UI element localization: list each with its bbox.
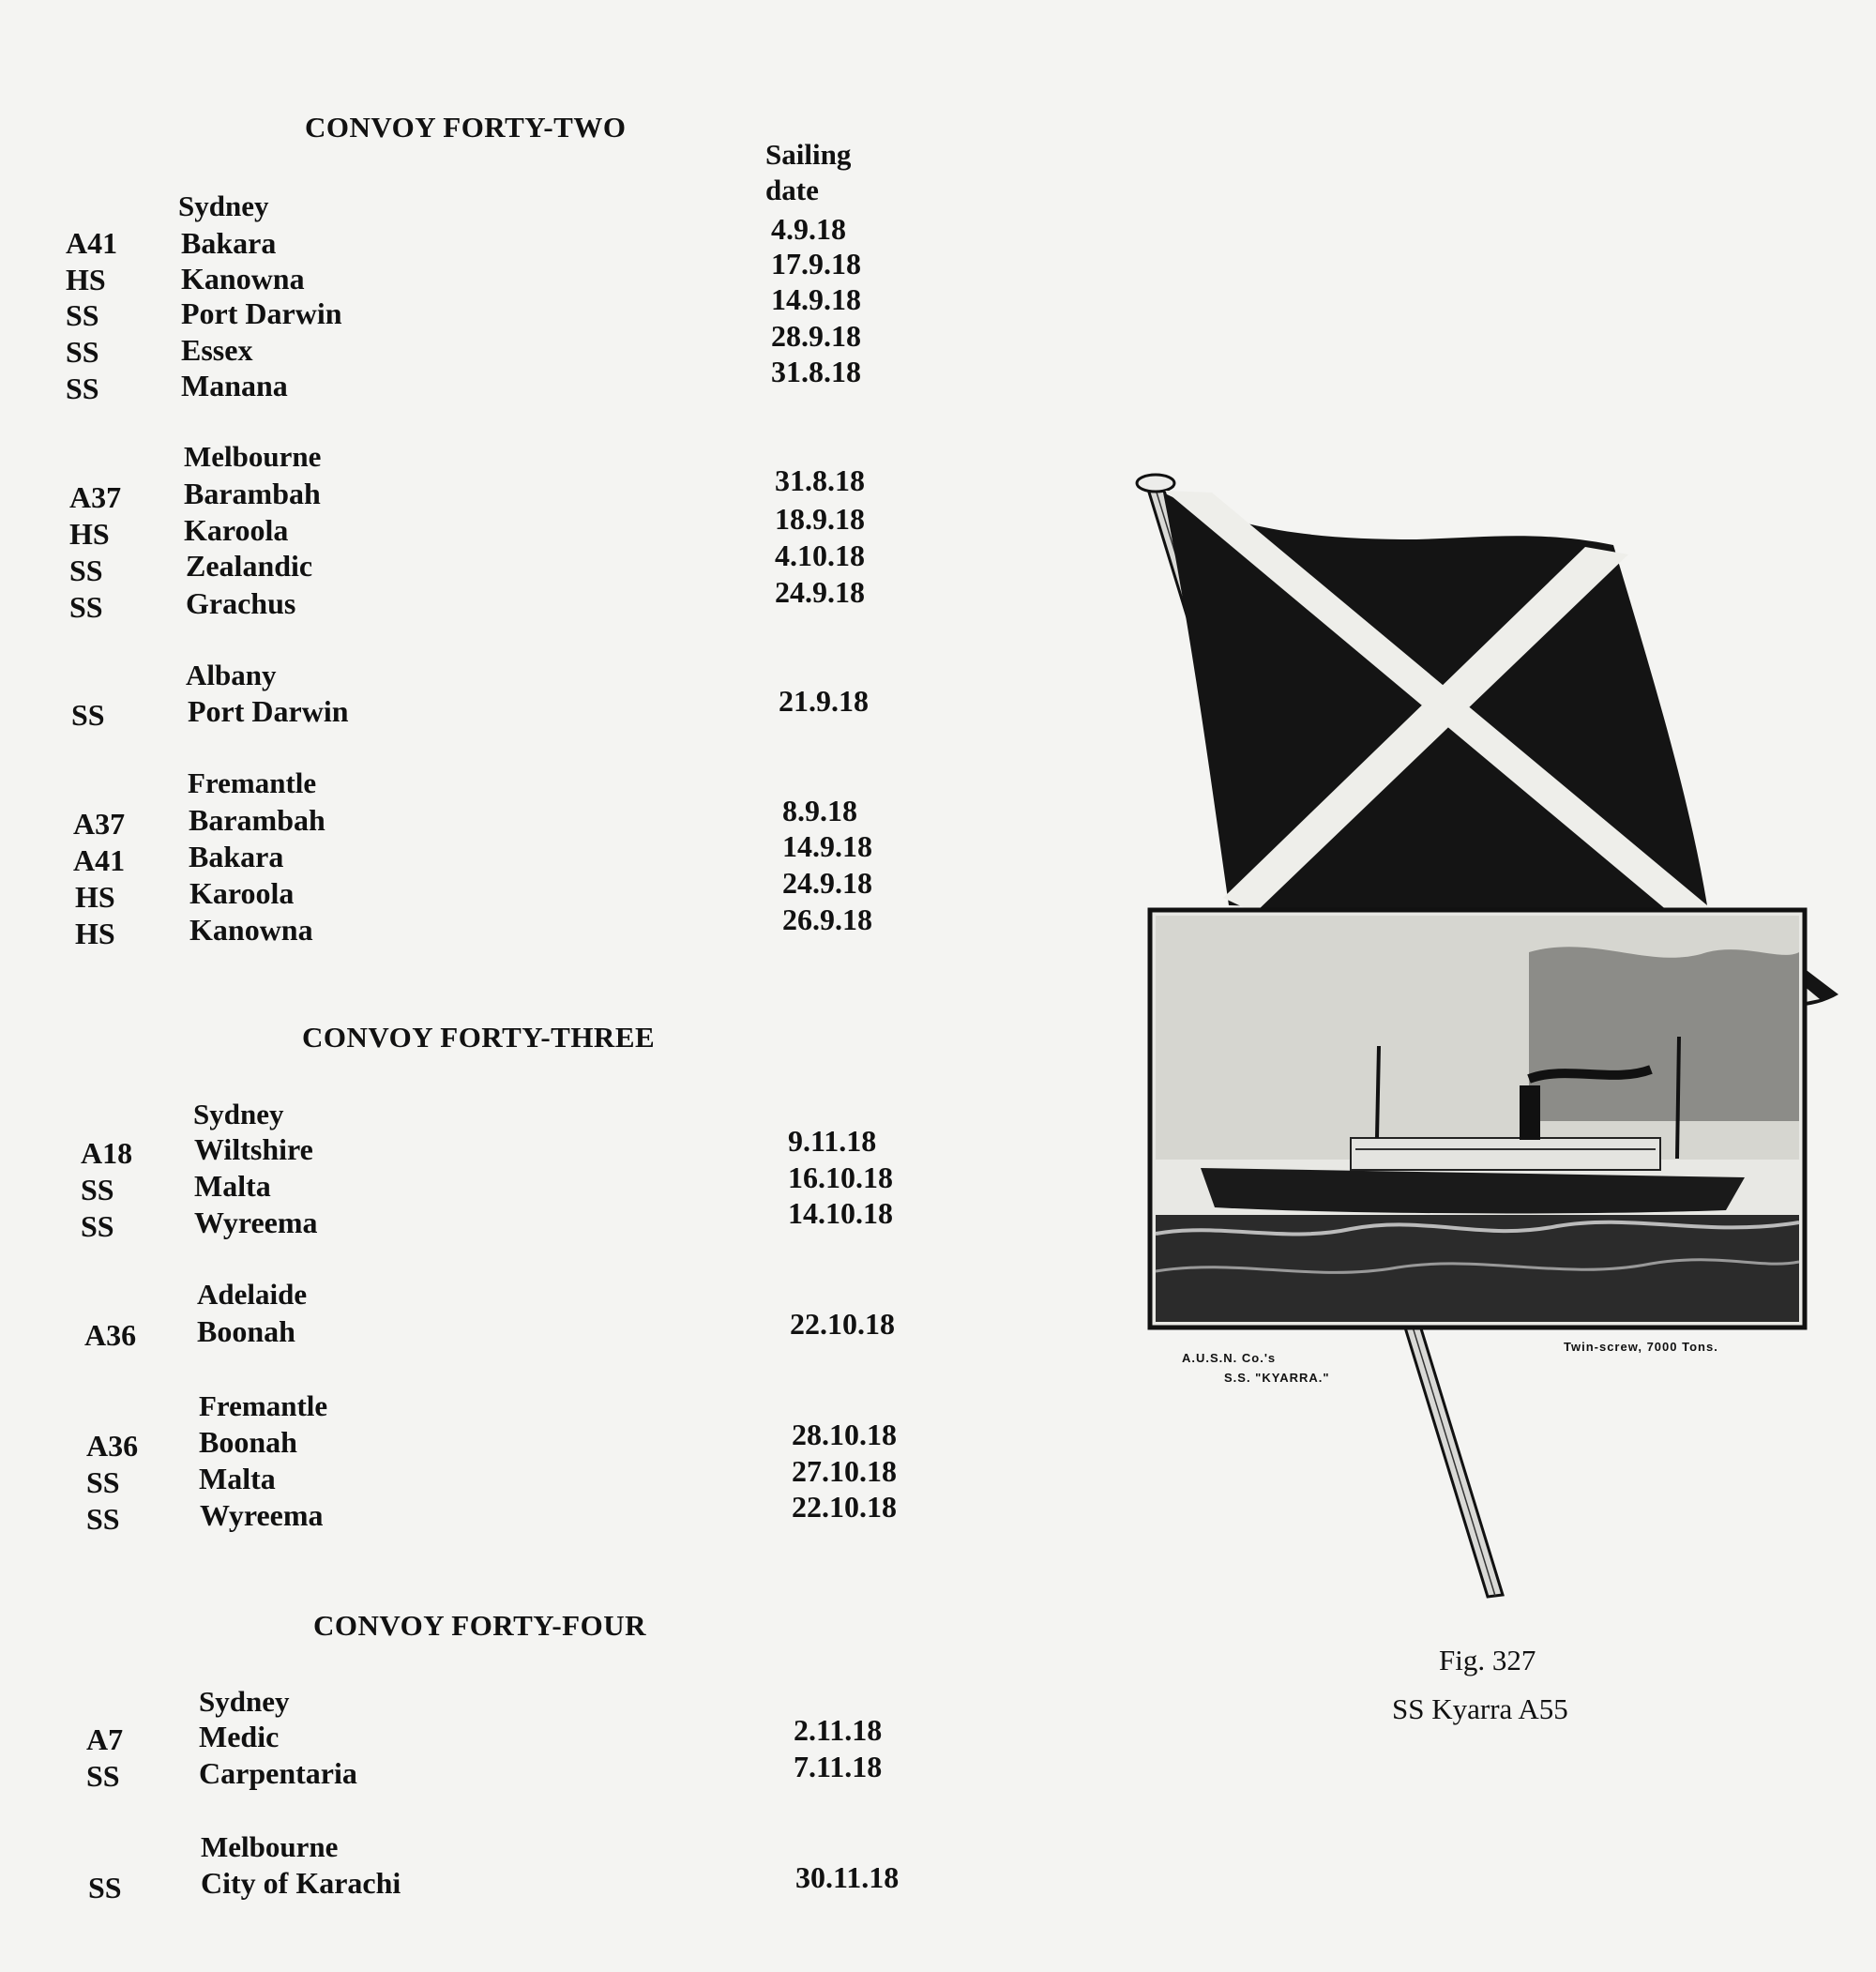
sailing-date: 14.9.18	[771, 282, 861, 316]
ship-name: Wyreema	[194, 1206, 318, 1239]
sailing-date: 17.9.18	[771, 247, 861, 281]
port-label: Sydney	[199, 1685, 290, 1718]
port-label: Fremantle	[188, 766, 317, 799]
convoy-heading: CONVOY FORTY-FOUR	[313, 1609, 646, 1642]
ship-name: Boonah	[197, 1314, 295, 1348]
ship-name: Manana	[181, 369, 288, 402]
ship-code: SS	[86, 1465, 120, 1499]
ship-name: City of Karachi	[201, 1866, 401, 1900]
sailing-date: 7.11.18	[794, 1750, 883, 1783]
sailing-date: 27.10.18	[792, 1454, 897, 1488]
sailing-date: 28.9.18	[771, 319, 861, 353]
ship-code: A7	[86, 1722, 124, 1756]
ship-name: Wiltshire	[194, 1132, 313, 1166]
ship-code: HS	[75, 917, 115, 950]
port-label: Sydney	[193, 1098, 284, 1130]
ship-name: Port Darwin	[188, 694, 349, 728]
ship-mast	[1377, 1046, 1379, 1138]
sailing-date: 31.8.18	[775, 463, 865, 497]
kyarra-illustration	[1126, 464, 1867, 1609]
sailing-date: 22.10.18	[792, 1490, 897, 1524]
port-label: Fremantle	[199, 1389, 328, 1422]
ship-code: A18	[81, 1136, 133, 1170]
port-label: Melbourne	[184, 440, 322, 473]
ship-name: Karoola	[184, 513, 289, 547]
port-label: Albany	[186, 659, 277, 691]
ship-name: Wyreema	[200, 1498, 324, 1532]
ship-code: SS	[86, 1502, 120, 1536]
sailing-date: 30.11.18	[795, 1860, 900, 1894]
ship-name: Malta	[194, 1169, 271, 1203]
ship-code: SS	[71, 698, 105, 732]
sailing-date-header: Sailing date	[765, 138, 852, 206]
sailing-date: 24.9.18	[782, 866, 872, 900]
sailing-date: 21.9.18	[779, 684, 869, 718]
postcard-caption-company: A.U.S.N. Co.'s	[1182, 1351, 1277, 1365]
ship-name: Barambah	[184, 477, 321, 510]
sailing-date: 22.10.18	[790, 1307, 895, 1341]
sailing-date: 8.9.18	[782, 794, 857, 827]
ship-name: Bakara	[181, 226, 277, 260]
ship-superstructure	[1351, 1138, 1660, 1170]
ship-code: A36	[86, 1429, 139, 1463]
ship-name: Barambah	[189, 803, 325, 837]
postcard-caption-specs: Twin-screw, 7000 Tons.	[1564, 1340, 1718, 1354]
sailing-date: 4.10.18	[775, 539, 865, 572]
ship-name: Medic	[199, 1720, 280, 1753]
flagpole-finial	[1137, 475, 1174, 492]
ship-name: Essex	[181, 333, 253, 367]
sailing-date: 18.9.18	[775, 502, 865, 536]
ship-name: Port Darwin	[181, 296, 342, 330]
ship-code: SS	[69, 554, 103, 587]
ship-name: Malta	[199, 1462, 276, 1495]
ship-code: HS	[69, 517, 110, 551]
ship-code: A37	[73, 807, 126, 841]
ship-name: Zealandic	[186, 549, 313, 583]
ship-name: Carpentaria	[199, 1756, 357, 1790]
flag-and-ship-svg	[1126, 464, 1867, 1609]
ship-code: HS	[75, 880, 115, 914]
ship-name: Kanowna	[189, 913, 313, 947]
sailing-date: 16.10.18	[788, 1160, 893, 1194]
ship-funnel	[1520, 1085, 1540, 1140]
sailing-date: 31.8.18	[771, 355, 861, 388]
sailing-date: 9.11.18	[788, 1124, 877, 1158]
sailing-date: 24.9.18	[775, 575, 865, 609]
sailing-date: 4.9.18	[771, 212, 846, 246]
port-label: Sydney	[178, 190, 269, 222]
ship-code: SS	[66, 372, 99, 405]
ship-code: SS	[86, 1759, 120, 1793]
ship-name: Bakara	[189, 840, 284, 873]
figure-number: Fig. 327	[1439, 1644, 1536, 1676]
sailing-date: 14.9.18	[782, 829, 872, 863]
ship-code: A41	[73, 843, 126, 877]
ship-code: SS	[88, 1871, 122, 1904]
sailing-date: 2.11.18	[794, 1713, 883, 1747]
ship-code: SS	[66, 335, 99, 369]
ship-name: Grachus	[186, 586, 296, 620]
ship-code: A37	[69, 480, 122, 514]
ship-name: Karoola	[189, 876, 295, 910]
ship-code: HS	[66, 263, 106, 296]
ship-code: SS	[81, 1209, 114, 1243]
ship-code: SS	[81, 1173, 114, 1206]
sailing-date: 26.9.18	[782, 903, 872, 936]
port-label: Melbourne	[201, 1830, 339, 1863]
ship-code: SS	[66, 298, 99, 332]
convoy-heading: CONVOY FORTY-TWO	[305, 111, 627, 144]
port-label: Adelaide	[197, 1278, 308, 1311]
sailing-date: 28.10.18	[792, 1418, 897, 1451]
ship-code: A36	[84, 1318, 137, 1352]
ship-code: A41	[66, 226, 118, 260]
postcard-caption-ship: S.S. "KYARRA."	[1224, 1371, 1330, 1385]
convoy-heading: CONVOY FORTY-THREE	[302, 1021, 656, 1054]
ship-name: Kanowna	[181, 262, 305, 296]
sailing-date: 14.10.18	[788, 1196, 893, 1230]
ship-name: Boonah	[199, 1425, 297, 1459]
figure-caption: SS Kyarra A55	[1392, 1692, 1568, 1725]
ship-code: SS	[69, 590, 103, 624]
